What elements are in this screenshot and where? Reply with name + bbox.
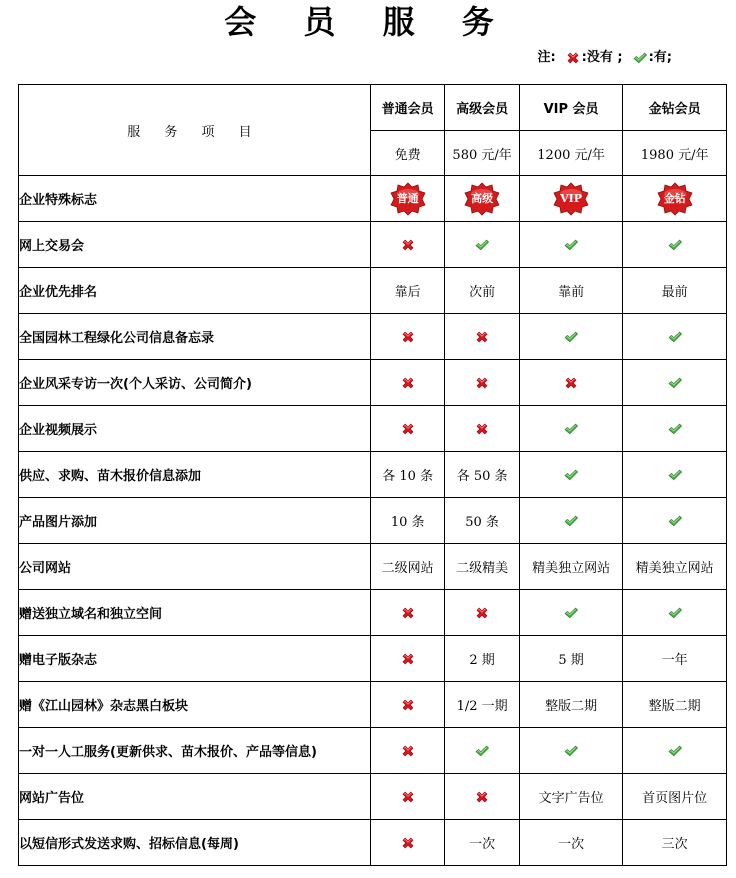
cell-vip: 一次	[519, 820, 623, 866]
cross-icon	[400, 835, 416, 850]
cross-icon	[474, 375, 490, 390]
cell-advanced	[445, 590, 519, 636]
check-icon	[667, 513, 683, 528]
table-row	[19, 590, 727, 636]
check-icon	[563, 329, 579, 344]
check-icon	[563, 237, 579, 252]
table-row	[19, 728, 727, 774]
cell-regular	[370, 406, 444, 452]
level-price-advanced: 580 元/年	[445, 131, 519, 176]
badge-row-label: 企业特殊标志	[19, 176, 371, 222]
table-row	[19, 314, 727, 360]
cell-vip: 整版二期	[519, 682, 623, 728]
cell-diamond	[623, 728, 727, 774]
cell-vip	[519, 728, 623, 774]
level-name-diamond: 金钻会员	[623, 85, 727, 131]
legend-yes-text: :有;	[648, 50, 672, 65]
level-price-regular: 免费	[370, 131, 444, 176]
cross-icon	[474, 605, 490, 620]
cell-regular	[370, 682, 444, 728]
cell-diamond: 最前	[623, 268, 727, 314]
cell-diamond: 精美独立网站	[623, 544, 727, 590]
check-icon	[474, 743, 490, 758]
service-item-name: 一对一人工服务(更新供求、苗木报价、产品等信息)	[19, 728, 371, 774]
badge-regular	[388, 182, 428, 216]
badge-row	[19, 176, 727, 222]
level-name-vip: VIP 会员	[519, 85, 623, 131]
table-row	[19, 774, 727, 820]
services-table	[18, 84, 727, 866]
cell-regular: 二级网站	[370, 544, 444, 590]
service-item-name: 赠《江山园林》杂志黑白板块	[19, 682, 371, 728]
service-item-name: 网站广告位	[19, 774, 371, 820]
badge-label: 普通	[396, 191, 419, 205]
cross-icon	[474, 789, 490, 804]
service-item-name: 以短信形式发送求购、招标信息(每周)	[19, 820, 371, 866]
cell-advanced	[445, 360, 519, 406]
cell-regular	[370, 636, 444, 682]
service-item-name: 全国园林工程绿化公司信息备忘录	[19, 314, 371, 360]
cell-diamond: 首页图片位	[623, 774, 727, 820]
cell-vip	[519, 452, 623, 498]
cross-icon	[400, 237, 416, 252]
cell-vip	[519, 314, 623, 360]
cell-advanced: 次前	[445, 268, 519, 314]
page-title: 会 员 服 务	[224, 3, 512, 41]
cell-diamond	[623, 406, 727, 452]
cell-vip: 5 期	[519, 636, 623, 682]
cell-advanced	[445, 222, 519, 268]
cell-diamond	[623, 314, 727, 360]
check-icon	[667, 743, 683, 758]
cell-vip	[519, 360, 623, 406]
service-item-name: 企业风采专访一次(个人采访、公司简介)	[19, 360, 371, 406]
cell-diamond	[623, 498, 727, 544]
cross-icon	[400, 789, 416, 804]
cell-advanced	[445, 728, 519, 774]
badge-diamond	[655, 182, 695, 216]
cell-advanced	[445, 774, 519, 820]
check-icon	[667, 605, 683, 620]
level-price-diamond: 1980 元/年	[623, 131, 727, 176]
legend-prefix: 注:	[537, 50, 556, 65]
badge-advanced	[462, 182, 502, 216]
cell-diamond	[623, 590, 727, 636]
cell-advanced: 2 期	[445, 636, 519, 682]
table-row	[19, 360, 727, 406]
table-row	[19, 544, 727, 590]
cell-advanced: 一次	[445, 820, 519, 866]
cell-vip	[519, 222, 623, 268]
cross-icon	[474, 421, 490, 436]
cell-vip: 靠前	[519, 268, 623, 314]
cross-icon	[400, 697, 416, 712]
cross-icon	[400, 605, 416, 620]
cell-vip: 文字广告位	[519, 774, 623, 820]
badge-label: 高级	[471, 191, 494, 205]
check-icon	[667, 329, 683, 344]
check-icon	[632, 49, 648, 67]
service-item-name: 赠送独立域名和独立空间	[19, 590, 371, 636]
cell-diamond	[623, 222, 727, 268]
cell-regular	[370, 820, 444, 866]
badge-label: 金钻	[663, 191, 686, 205]
check-icon	[667, 421, 683, 436]
table-row	[19, 498, 727, 544]
check-icon	[563, 467, 579, 482]
cross-icon	[474, 329, 490, 344]
cell-regular	[370, 314, 444, 360]
cross-icon	[400, 421, 416, 436]
table-row	[19, 820, 727, 866]
cell-regular	[370, 222, 444, 268]
cross-icon	[400, 375, 416, 390]
cell-regular	[370, 774, 444, 820]
table-row	[19, 682, 727, 728]
cell-advanced: 二级精美	[445, 544, 519, 590]
service-item-name: 企业视频展示	[19, 406, 371, 452]
cell-diamond: 三次	[623, 820, 727, 866]
service-items-header: 服 务 项 目	[19, 85, 371, 176]
cell-diamond: 一年	[623, 636, 727, 682]
cross-icon	[400, 743, 416, 758]
cell-diamond	[623, 452, 727, 498]
cell-advanced: 各 50 条	[445, 452, 519, 498]
cell-regular: 10 条	[370, 498, 444, 544]
table-row	[19, 222, 727, 268]
service-item-name: 供应、求购、苗木报价信息添加	[19, 452, 371, 498]
cross-icon	[400, 651, 416, 666]
service-item-name: 产品图片添加	[19, 498, 371, 544]
cell-regular	[370, 728, 444, 774]
cell-advanced: 1/2 一期	[445, 682, 519, 728]
level-name-regular: 普通会员	[370, 85, 444, 131]
cell-regular: 靠后	[370, 268, 444, 314]
cell-advanced	[445, 314, 519, 360]
cell-regular: 各 10 条	[370, 452, 444, 498]
badge-vip	[551, 182, 591, 216]
table-row	[19, 452, 727, 498]
cross-icon	[563, 375, 579, 390]
level-name-advanced: 高级会员	[445, 85, 519, 131]
check-icon	[667, 375, 683, 390]
check-icon	[667, 237, 683, 252]
cross-icon	[565, 49, 581, 67]
header-row	[19, 85, 727, 131]
service-item-name: 网上交易会	[19, 222, 371, 268]
check-icon	[474, 237, 490, 252]
cell-vip	[519, 406, 623, 452]
table-row	[19, 636, 727, 682]
level-price-vip: 1200 元/年	[519, 131, 623, 176]
legend-no-text: :没有 ;	[581, 50, 623, 65]
check-icon	[563, 421, 579, 436]
badge-label: VIP	[560, 191, 583, 205]
cell-regular	[370, 360, 444, 406]
cell-advanced: 50 条	[445, 498, 519, 544]
cross-icon	[400, 329, 416, 344]
cell-vip	[519, 590, 623, 636]
check-icon	[563, 513, 579, 528]
cell-vip: 精美独立网站	[519, 544, 623, 590]
cell-diamond: 整版二期	[623, 682, 727, 728]
check-icon	[563, 743, 579, 758]
cell-diamond	[623, 360, 727, 406]
cell-vip	[519, 498, 623, 544]
legend	[537, 49, 672, 67]
service-item-name: 赠电子版杂志	[19, 636, 371, 682]
cell-advanced	[445, 406, 519, 452]
table-row	[19, 406, 727, 452]
check-icon	[563, 605, 579, 620]
service-item-name: 公司网站	[19, 544, 371, 590]
service-item-name: 企业优先排名	[19, 268, 371, 314]
table-row	[19, 268, 727, 314]
cell-regular	[370, 590, 444, 636]
check-icon	[667, 467, 683, 482]
